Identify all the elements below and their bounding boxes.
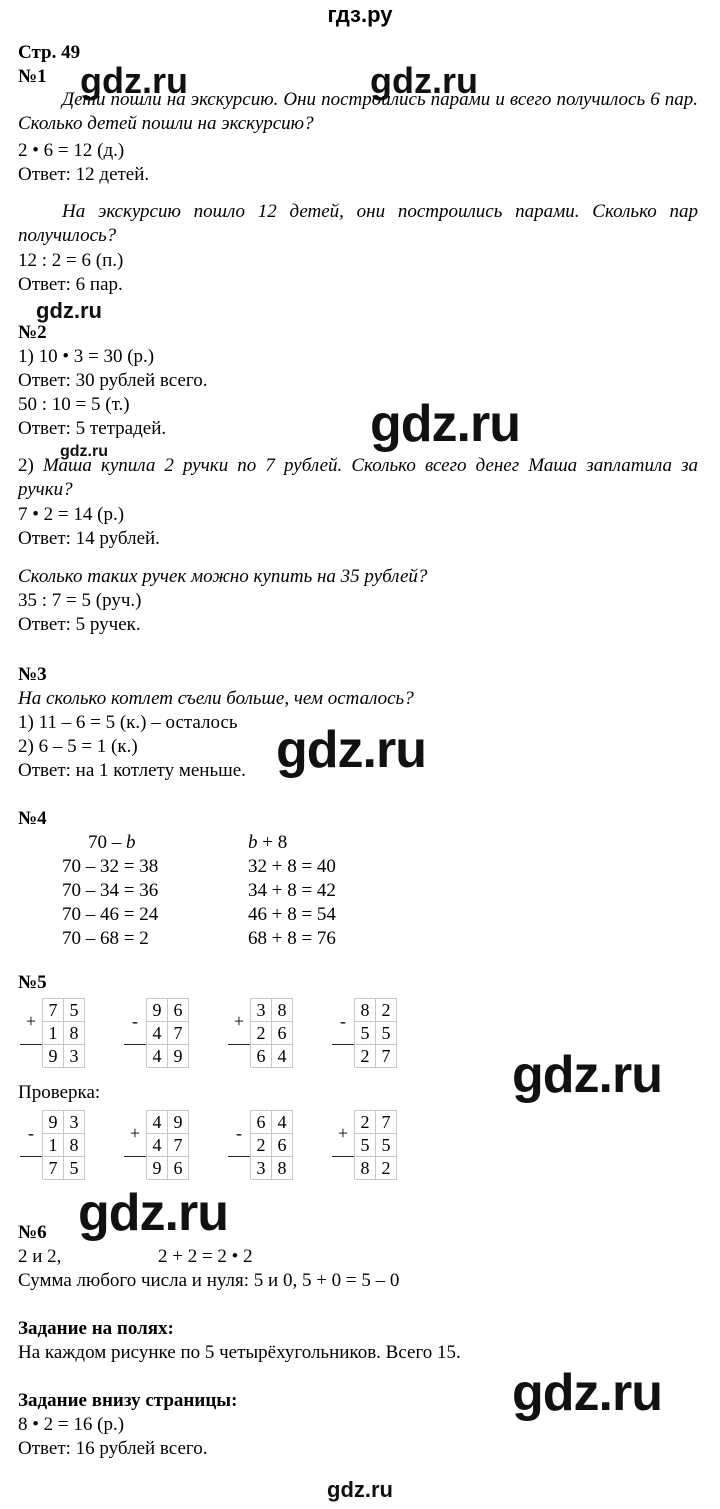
task-1-solution-2: 12 : 2 = 6 (п.) (18, 250, 124, 271)
task-4-header-right: b + 8 (248, 832, 288, 853)
watermark: gdz.ru (36, 298, 102, 323)
task-2-line: Ответ: 30 рублей всего. (18, 370, 208, 391)
task-2-line: 50 : 10 = 5 (т.) (18, 394, 130, 415)
task-3-line: Ответ: на 1 котлету меньше. (18, 760, 246, 781)
task-4-left-line: 70 – 46 = 24 (62, 904, 159, 925)
task-6-number: №6 (18, 1222, 47, 1243)
margins-task-title: Задание на полях: (18, 1318, 174, 1339)
bottom-task-title: Задание внизу страницы: (18, 1390, 238, 1411)
watermark: gdz.ru (370, 395, 520, 453)
task-4-right-line: 46 + 8 = 54 (248, 904, 336, 925)
task-3-number: №3 (18, 664, 47, 685)
task-4-left-line: 70 – 68 = 2 (62, 928, 149, 949)
task-3-line: 2) 6 – 5 = 1 (к.) (18, 736, 138, 757)
page-number: Стр. 49 (18, 42, 81, 63)
watermark: gdz.ru (78, 1184, 228, 1242)
watermark: gdz.ru (512, 1046, 662, 1104)
watermark: gdz.ru (80, 60, 188, 101)
site-header: гдз.ру (327, 2, 393, 27)
task-2-question: 2) Маша купила 2 ручки по 7 рублей. Сколько всего денег Маша заплатила за ручки? (18, 455, 699, 500)
column-calc: - 9 3 1 8 7 5 (20, 1110, 85, 1180)
task-1-answer-2: Ответ: 6 пар. (18, 274, 123, 295)
task-2-question-2: Сколько таких ручек можно купить на 35 рублей? (18, 566, 428, 587)
column-calc: - 6 4 2 6 3 8 (228, 1110, 293, 1180)
watermark: gdz.ru (327, 1477, 393, 1502)
task-5-number: №5 (18, 972, 47, 993)
watermark: gdz.ru (60, 443, 108, 460)
task-1-question-1: Дети пошли на экскурсию. Они построились парами и всего получилось 6 пар. Сколько детей пошли на экскурсию? (18, 89, 698, 134)
bottom-task-line: Ответ: 16 рублей всего. (18, 1438, 208, 1459)
column-calc: + 2 7 5 5 8 2 (332, 1110, 397, 1180)
task-2-number: №2 (18, 322, 47, 343)
task-1-number: №1 (18, 66, 47, 87)
task-2-line: 35 : 7 = 5 (руч.) (18, 590, 142, 611)
task-2-line: 7 • 2 = 14 (р.) (18, 504, 125, 525)
task-6-line: 2 + 2 = 2 • 2 (158, 1246, 253, 1267)
watermark: gdz.ru (370, 60, 478, 101)
watermark: gdz.ru (276, 721, 426, 779)
column-calc: - 8 2 5 5 2 7 (332, 998, 397, 1068)
task-4-header-left: 70 – b (88, 832, 136, 853)
column-calc: + 3 8 2 6 6 4 (228, 998, 293, 1068)
task-5-check-label: Проверка: (18, 1082, 101, 1103)
task-4-number: №4 (18, 808, 47, 829)
task-2-line: Ответ: 5 тетрадей. (18, 418, 167, 439)
task-6-line: 2 и 2, (18, 1246, 62, 1267)
column-calc: + 7 5 1 8 9 3 (20, 998, 85, 1068)
task-4-right-line: 34 + 8 = 42 (248, 880, 336, 901)
task-4-right-line: 68 + 8 = 76 (248, 928, 336, 949)
task-4-right-line: 32 + 8 = 40 (248, 856, 336, 877)
task-2-line: 1) 10 • 3 = 30 (р.) (18, 346, 155, 367)
margins-task-text: На каждом рисунке по 5 четырёхугольников. Всего 15. (18, 1342, 461, 1363)
task-2-line: Ответ: 5 ручек. (18, 614, 141, 635)
task-6-line: Сумма любого числа и нуля: 5 и 0, 5 + 0 = 5 – 0 (18, 1270, 400, 1291)
watermark: gdz.ru (512, 1364, 662, 1422)
task-4-left-line: 70 – 34 = 36 (62, 880, 159, 901)
task-3-question: На сколько котлет съели больше, чем осталось? (18, 688, 414, 709)
bottom-task-line: 8 • 2 = 16 (р.) (18, 1414, 125, 1435)
task-1-question-2: На экскурсию пошло 12 детей, они построились парами. Сколько пар получилось? (18, 201, 698, 246)
column-calc: + 4 9 4 7 9 6 (124, 1110, 189, 1180)
task-1-answer-1: Ответ: 12 детей. (18, 164, 150, 185)
column-calc: - 9 6 4 7 4 9 (124, 998, 189, 1068)
task-4-left-line: 70 – 32 = 38 (62, 856, 159, 877)
task-1-solution-1: 2 • 6 = 12 (д.) (18, 140, 125, 161)
task-3-line: 1) 11 – 6 = 5 (к.) – осталось (18, 712, 238, 733)
task-2-line: Ответ: 14 рублей. (18, 528, 160, 549)
